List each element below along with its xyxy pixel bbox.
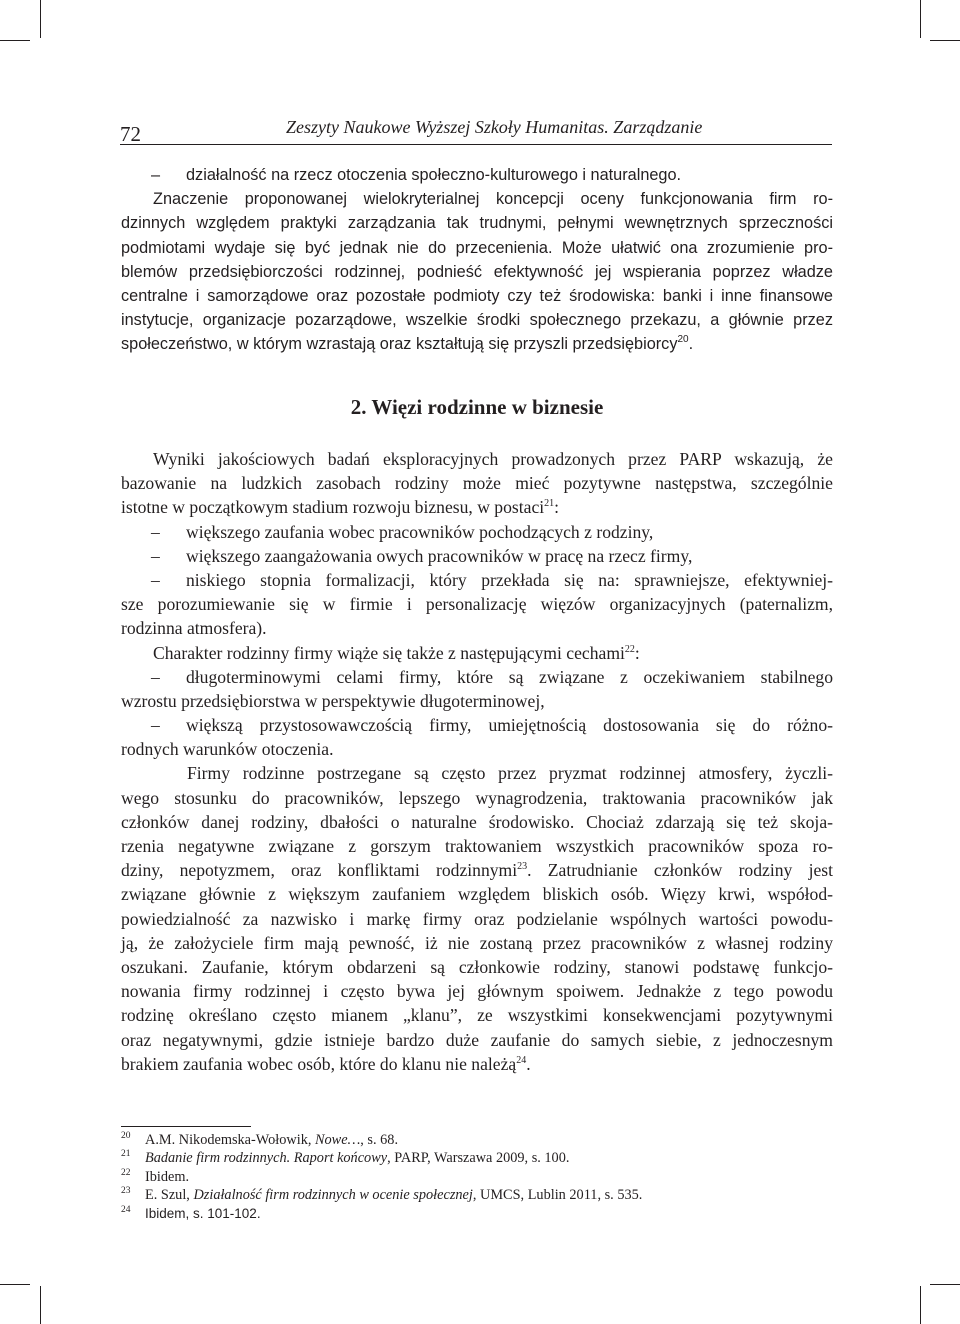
paragraph-text: brakiem zaufania wobec osób, które do klanu nie należą <box>121 1053 517 1074</box>
footnote-20 <box>121 1131 833 1149</box>
list-item-text: większego zaangażowania owych pracowników w pracę na rzecz firmy, <box>186 545 693 566</box>
list-dash: – <box>151 166 161 184</box>
footnote-rule <box>121 1126 251 1127</box>
footnote-text: , s. 68. <box>360 1132 399 1148</box>
list-item <box>121 713 833 737</box>
footnote-ref-21: 21 <box>544 498 555 510</box>
intro-block <box>121 163 833 357</box>
footnote-22 <box>121 1168 833 1186</box>
paragraph-line: rodzinę określano często mianem „klanu”, ze wszystkimi konsekwencjami pozytywnymi <box>121 1005 833 1026</box>
paragraph-line: nowania firmy rodzinnej i często bywa jej głównym spoiwem. Jednakże z tego powodu <box>121 981 833 1002</box>
footnote-number: 23 <box>121 1186 131 1197</box>
footnote-number: 24 <box>121 1204 131 1215</box>
intro-bullet-text: działalność na rzecz otoczenia społeczno-kulturowego i naturalnego. <box>186 166 682 184</box>
crop-mark-bottom-right <box>920 1286 921 1324</box>
paragraph-line: wego stosunku do pracowników, lepszego wynagrodzenia, traktowania pracowników jak <box>121 787 833 808</box>
paragraph-punct: : <box>554 497 560 518</box>
list-item <box>121 520 833 544</box>
list-dash: – <box>151 715 160 736</box>
crop-mark-top-right-horizontal <box>930 40 960 41</box>
footnote-text: Ibidem, s. 101-102. <box>145 1205 261 1221</box>
paragraph-text: istotne w początkowym stadium rozwoju biznesu, w postaci <box>121 497 545 518</box>
list-dash: – <box>151 666 160 687</box>
paragraph-last-line <box>121 495 833 519</box>
footnote-ref-22: 22 <box>624 643 635 655</box>
list-item-text: większą przystosowawczością firmy, umiejętnością dostosowania się do różno- <box>186 715 833 736</box>
footnotes <box>121 1131 833 1223</box>
footnote-ref-20: 20 <box>677 334 689 346</box>
list-item-text: większego zaufania wobec pracowników pochodzących z rodziny, <box>186 521 654 542</box>
list-item-continuation: rodnych warunków otoczenia. <box>121 739 334 760</box>
crop-mark-bottom-right-horizontal <box>930 1284 960 1285</box>
page-number: 72 <box>120 122 141 146</box>
paragraph-line: powiedzialność za nazwisko i markę firmy oraz podzielanie wspólnych wartości powodu- <box>121 908 833 929</box>
paragraph-line-with-footnote <box>121 858 833 882</box>
paragraph-line: oraz negatywnymi, gdzie istnieje bardzo duże zaufanie do samych siebie, z jednoczesnym <box>121 1029 833 1050</box>
intro-last-text: społeczeństwo, w którym wzrastają oraz kształtują się przyszli przedsiębiorcy <box>121 335 678 354</box>
journal-title: Zeszyty Naukowe Wyższej Szkoły Humanitas. Zarządzanie <box>286 117 703 137</box>
footnote-ref-24: 24 <box>516 1054 527 1066</box>
paragraph-line: związane głównie z większym zaufaniem względem bliskich osób. Więzy krwi, współod- <box>121 884 833 905</box>
list-dash: – <box>151 569 160 590</box>
intro-bullet <box>121 163 833 187</box>
footnote-text: A.M. Nikodemska-Wołowik, <box>145 1132 315 1148</box>
list-item-continuation: sze porozumiewanie się w firmie i personalizację więzów organizacyjnych (paternalizm, <box>121 594 833 615</box>
intro-line: podmiotami wydaje się być jednak nie do przecenienia. Może ułatwić ona zrozumienie pro- <box>121 238 833 257</box>
list-dash: – <box>151 545 160 566</box>
footnote-text: , PARP, Warszawa 2009, s. 100. <box>387 1150 570 1167</box>
paragraph-line: Firmy rodzinne postrzegane są często przez pryzmat rodzinnej atmosfery, życzli- <box>187 763 833 784</box>
list-item-continuation: wzrostu przedsiębiorstwa w perspektywie długoterminowej, <box>121 690 545 711</box>
paragraph-punct: . <box>526 1053 531 1074</box>
footnote-text: E. Szul, <box>145 1187 194 1204</box>
paragraph-punct: : <box>634 642 640 663</box>
footnote-italic: Nowe… <box>315 1132 361 1148</box>
crop-mark-top-right <box>920 0 921 38</box>
paragraph-line: członków danej rodziny, dbałości o naturalne środowisko. Chociaż zdarzają się też skoja- <box>121 811 833 832</box>
footnote-21 <box>121 1149 833 1167</box>
footnote-number: 22 <box>121 1167 131 1178</box>
intro-last-line <box>121 332 833 356</box>
list-dash: – <box>151 521 160 542</box>
footnote-number: 21 <box>121 1149 131 1160</box>
crop-mark-bottom-left-horizontal <box>0 1284 30 1285</box>
list-item-text: niskiego stopnia formalizacji, który przekłada się na: sprawniejsze, efektywniej- <box>186 569 833 590</box>
intro-line: blemów przedsiębiorczości rodzinnej, podnieść efektywność jej wspierania poprzez władze <box>121 262 833 281</box>
section-heading: 2. Więzi rodzinne w biznesie <box>350 395 604 419</box>
footnote-ref-23: 23 <box>517 861 528 873</box>
intro-line: dzinnych względem praktyki zarządzania tak trudnymi, pełnymi wewnętrznych sprzeczności <box>121 214 833 233</box>
paragraph-line <box>121 641 833 665</box>
footnote-text: Ibidem. <box>145 1168 190 1185</box>
paragraph-last-line <box>121 1052 833 1076</box>
crop-mark-top-left <box>40 0 41 38</box>
crop-mark-top-left-horizontal <box>0 40 30 41</box>
paragraph-line: rzenia negatywne związane z gorszym traktowaniem wszystkich pracowników spoza ro- <box>121 836 833 856</box>
paragraph-line: bazowanie na ludzkich zasobach rodziny może mieć pozytywne następstwa, szczególnie <box>121 473 833 494</box>
paragraph-line: oszukani. Zaufanie, którym obdarzeni są członkowie rodziny, stanowi podstawę funkcjo- <box>121 956 833 977</box>
crop-mark-bottom-left <box>40 1286 41 1324</box>
footnote-text: , UMCS, Lublin 2011, s. 535. <box>472 1187 643 1204</box>
paragraph-line: Wyniki jakościowych badań eksploracyjnych prowadzonych przez PARP wskazują, że <box>153 449 833 469</box>
paragraph-text: dziny, nepotyzmem, oraz konfliktami rodzinnymi <box>121 860 518 881</box>
paragraph-text: . Zatrudnianie członków rodziny jest <box>527 860 834 881</box>
footnote-italic: Badanie firm rodzinnych. Raport końcowy <box>145 1150 388 1167</box>
section-body <box>121 447 833 1076</box>
list-item <box>121 665 833 689</box>
list-item-text: długoterminowymi celami firmy, które są związane z oczekiwaniem stabilnego <box>186 666 833 687</box>
paragraph-line: ją, że założyciele firm mają pewność, iż nie zostaną przez pracowników z własnej rodziny <box>121 932 833 953</box>
intro-line: instytucje, organizacje pozarządowe, wszelkie środki społecznego przekazu, a głównie przez <box>121 311 833 330</box>
intro-line: Znaczenie proponowanej wielokryterialnej koncepcji oceny funkcjonowania firm ro- <box>153 190 833 209</box>
intro-line: centralne i samorządowe oraz pozostałe podmioty czy też środowiska: banki i inne finansowe <box>121 286 833 305</box>
list-item-continuation: rodzinna atmosfera). <box>121 618 267 639</box>
list-item <box>121 544 833 568</box>
list-item <box>121 568 833 592</box>
footnote-italic: Działalność firm rodzinnych w ocenie społecznej <box>193 1187 473 1204</box>
footnote-23 <box>121 1186 833 1204</box>
footnote-number: 20 <box>121 1131 131 1141</box>
header-rule <box>120 144 832 145</box>
paragraph-text: Charakter rodzinny firmy wiąże się także z następującymi cechami <box>153 642 625 663</box>
running-header <box>120 114 832 148</box>
intro-last-punct: . <box>688 335 694 354</box>
footnote-24 <box>121 1205 833 1223</box>
